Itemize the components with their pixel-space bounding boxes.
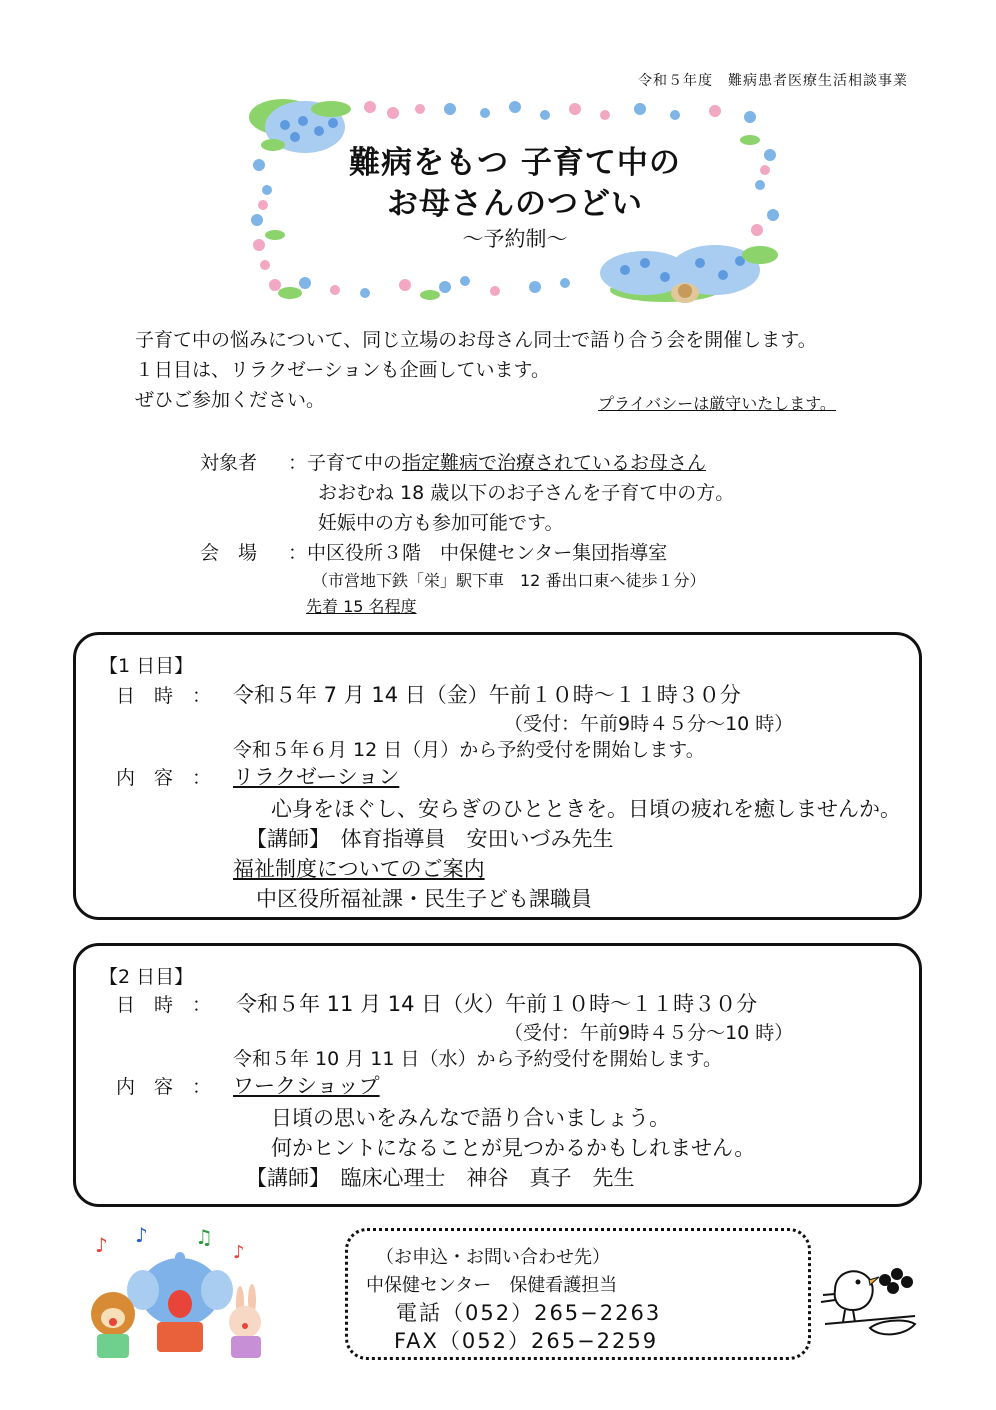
target-section	[200, 448, 734, 620]
target-line-3: 妊娠中の方も参加可能です。	[318, 512, 564, 534]
svg-text:♪: ♪	[233, 1242, 245, 1263]
day2-reservation: 令和５年 10 月 11 日（水）から予約受付を開始します。	[233, 1048, 722, 1070]
intro-line: ぜひご参加ください。	[135, 389, 326, 411]
day1-reception: （受付：午前9時４５分〜10 時）	[504, 713, 794, 735]
intro-line: １日目は、リラクゼーションも企画しています。	[135, 359, 550, 381]
day1-welfare-staff: 中区役所福祉課・民生子ども課職員	[256, 887, 592, 911]
day1-datetime: 令和５年 7 月 14 日（金）午前１０時〜１１時３０分	[233, 683, 741, 707]
day1-welfare-title: 福祉制度についてのご案内	[233, 857, 485, 881]
subtitle: 〜予約制〜	[462, 227, 568, 251]
day1-content-desc: 心身をほぐし、安らぎのひとときを。日頃の疲れを癒しませんか。	[271, 797, 901, 821]
day2-content-label: 内 容 ：	[116, 1076, 212, 1098]
contact-org: 中保健センター 保健看護担当	[366, 1275, 618, 1296]
day1-datetime-label: 日 時 ：	[116, 685, 212, 707]
day2-box	[73, 943, 922, 1207]
day2-datetime: 令和５年 11 月 14 日（火）午前１０時〜１１時３０分	[236, 992, 758, 1016]
header-note: 令和５年度 難病患者医療生活相談事業	[638, 73, 908, 89]
day1-content-label: 内 容 ：	[116, 767, 212, 789]
title-line-1: 難病をもつ 子育て中の	[349, 145, 681, 181]
venue-value: ：中区役所３階 中保健センター集団指導室	[288, 542, 668, 564]
venue-capacity: 先着 15 名程度	[306, 597, 417, 616]
day2-content-desc-1: 日頃の思いをみんなで語り合いましょう。	[271, 1106, 670, 1130]
day2-reception: （受付：午前9時４５分〜10 時）	[504, 1022, 794, 1044]
contact-heading: （お申込・お問い合わせ先）	[376, 1247, 610, 1268]
target-label: 対象者	[200, 452, 258, 474]
flower-frame	[245, 95, 785, 305]
target-prefix: ：子育て中の	[288, 452, 403, 474]
day2-heading: 【2 日目】	[99, 966, 194, 988]
day2-lecturer: 【講師】 臨床心理士 神谷 真子 先生	[246, 1166, 635, 1190]
day1-reservation: 令和５年６月 12 日（月）から予約受付を開始します。	[233, 739, 705, 761]
singing-animals-illustration	[85, 1222, 285, 1362]
day1-content-title: リラクゼーション	[233, 765, 400, 789]
contact-box	[345, 1228, 811, 1360]
hydrangea-bottom-right	[600, 245, 778, 303]
intro-line: 子育て中の悩みについて、同じ立場のお母さん同士で語り合う会を開催します。	[135, 329, 817, 351]
day2-content-desc-2: 何かヒントになることが見つかるかもしれません。	[271, 1136, 756, 1160]
bird-illustration	[815, 1250, 925, 1345]
contact-tel: 電話（052）265−2263	[396, 1301, 662, 1325]
svg-text:♫: ♫	[195, 1225, 213, 1249]
svg-text:♪: ♪	[95, 1233, 108, 1257]
venue-label: 会 場	[200, 542, 258, 564]
day1-lecturer: 【講師】 体育指導員 安田いづみ先生	[246, 827, 614, 851]
contact-fax: FAX（052）265−2259	[394, 1329, 659, 1353]
day1-heading: 【1 日目】	[99, 655, 194, 677]
svg-text:♪: ♪	[135, 1223, 148, 1247]
title-line-2: お母さんのつどい	[387, 186, 643, 222]
day1-box	[73, 632, 922, 920]
day2-content-title: ワークショップ	[233, 1074, 380, 1098]
target-line-2: おおむね 18 歳以下のお子さんを子育て中の方。	[318, 482, 735, 504]
target-emphasis: 指定難病で治療されているお母さん	[402, 452, 707, 474]
privacy-note: プライバシーは厳守いたします。	[598, 394, 836, 413]
day2-datetime-label: 日 時 ：	[116, 994, 212, 1016]
venue-access: （市営地下鉄「栄」駅下車 12 番出口東へ徒歩１分）	[312, 571, 706, 590]
